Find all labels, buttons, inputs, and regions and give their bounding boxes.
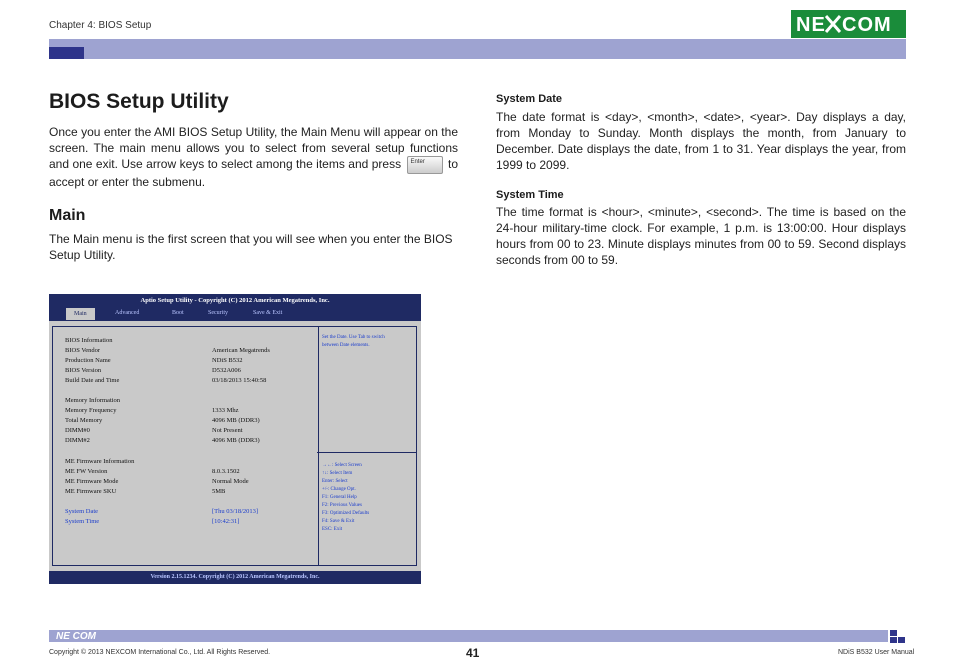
svg-text:COM: COM xyxy=(842,14,892,35)
bios-row-label: DIMM#2 xyxy=(65,437,90,444)
header-bar-tab xyxy=(49,47,84,59)
page-number: 41 xyxy=(466,646,480,660)
system-time-heading: System Time xyxy=(496,189,564,201)
bios-row-label: Memory Frequency xyxy=(65,407,117,414)
bios-footer-bar: Version 2.15.1234. Copyright (C) 2012 American Megatrends, Inc. xyxy=(49,571,421,584)
bios-row-label: ME Firmware Mode xyxy=(65,478,119,485)
bios-help-text: Set the Date. Use Tab to switch xyxy=(322,335,385,340)
bios-tab-security[interactable]: Security xyxy=(208,310,228,316)
intro-text-before: Once you enter the AMI BIOS Setup Utility, the Main Menu will appear on the screen. The main menu allows you to select from several setup functions and one exit. Use arrow keys to select among the items and press xyxy=(49,125,458,172)
bios-title-bar: Aptio Setup Utility - Copyright (C) 2012 American Megatrends, Inc. xyxy=(49,294,421,307)
bios-row-label: Production Name xyxy=(65,357,111,364)
main-paragraph: The Main menu is the first screen that you will see when you enter the BIOS Setup Utility. xyxy=(49,232,453,262)
system-time-paragraph: The time format is <hour>, <minute>, <second>. The time is based on the 24-hour military-time clock. For example, 1 p.m. is 13:00:00. Hour displays hours from 00 to 23. Minute displays minutes from 00 to 59. Second displays seconds from 00 to 59. xyxy=(496,205,906,267)
bios-menu-bar xyxy=(49,307,421,321)
system-date-heading: System Date xyxy=(496,93,563,105)
page-title: BIOS Setup Utility xyxy=(49,90,229,113)
main-heading: Main xyxy=(49,207,86,224)
bios-system-time-value[interactable]: [10:42:31] xyxy=(212,518,240,525)
bios-key-help: +/-: Change Opt. xyxy=(322,487,356,492)
bios-system-time-label[interactable]: System Time xyxy=(65,518,100,525)
bios-system-date-value[interactable]: [Thu 03/18/2013] xyxy=(212,508,259,515)
bios-row-label: ME FW Version xyxy=(65,468,108,475)
bios-system-date-label[interactable]: System Date xyxy=(65,508,99,515)
bios-info-panel xyxy=(52,326,319,566)
bios-row-label: Total Memory xyxy=(65,417,103,424)
bios-row-value: 4096 MB (DDR3) xyxy=(212,437,260,444)
bios-row-label: BIOS Version xyxy=(65,367,102,374)
footer-square xyxy=(890,630,897,636)
bios-row-value: NDiS B532 xyxy=(212,357,243,364)
bios-key-help: F2: Previous Values xyxy=(322,503,362,508)
system-date-paragraph: The date format is <day>, <month>, <date>, <year>. Day displays a day, from Monday to Sunday. Month displays the month, from January to December. Date displays the date, from 1 to 31. Year displays the year, from 1999 to 2099. xyxy=(496,110,906,172)
bios-row-label: ME Firmware SKU xyxy=(65,488,117,495)
bios-tab-boot[interactable]: Boot xyxy=(172,310,184,316)
bios-row-value: 5MB xyxy=(212,488,226,495)
bios-row-value: 4096 MB (DDR3) xyxy=(212,417,260,424)
bios-row-label: ME Firmware Information xyxy=(65,458,135,465)
bios-row-label: DIMM#0 xyxy=(65,427,90,434)
bios-row-label: BIOS Vendor xyxy=(65,347,101,354)
bios-row-value: 1333 Mhz xyxy=(212,407,239,414)
chapter-label: Chapter 4: BIOS Setup xyxy=(49,20,152,31)
manual-name: NDiS B532 User Manual xyxy=(838,649,915,656)
bios-row-value: D532A006 xyxy=(212,367,241,374)
bios-screenshot xyxy=(49,294,421,584)
svg-text:NE: NE xyxy=(796,14,826,35)
bios-help-text: between Date elements. xyxy=(322,343,370,348)
bios-key-help: ↑↓: Select Item xyxy=(322,471,353,476)
footer-logo: NE COM xyxy=(56,631,96,642)
bios-help-panel xyxy=(317,326,417,566)
bios-key-help: →←: Select Screen xyxy=(322,463,362,468)
bios-row-value: Not Present xyxy=(212,427,243,434)
bios-row-label: BIOS Information xyxy=(65,337,113,344)
footer-square xyxy=(890,637,897,643)
bios-tab-main[interactable]: Main xyxy=(66,308,95,320)
intro-paragraph xyxy=(49,124,458,190)
bios-key-help: ESC: Exit xyxy=(322,527,343,532)
nexcom-logo xyxy=(791,10,906,38)
bios-row-label: Memory Information xyxy=(65,397,121,404)
bios-row-value: 8.0.3.1502 xyxy=(212,468,240,475)
copyright-text: Copyright © 2013 NEXCOM International Co., Ltd. All Rights Reserved. xyxy=(49,649,271,656)
bios-key-help: F4: Save & Exit xyxy=(322,519,355,524)
footer-bar xyxy=(49,630,888,642)
footer-square xyxy=(898,637,905,643)
bios-tab-advanced[interactable]: Advanced xyxy=(115,310,140,316)
bios-row-value: 03/18/2013 15:40:58 xyxy=(212,377,267,384)
enter-key-icon: Enter xyxy=(407,156,443,174)
bios-key-help: Enter: Select xyxy=(322,479,348,484)
bios-row-value: Normal Mode xyxy=(212,478,249,485)
bios-tab-save-exit[interactable]: Save & Exit xyxy=(253,310,283,316)
intro-text-after: to accept or enter the submenu. xyxy=(49,157,459,189)
bios-row-label: Build Date and Time xyxy=(65,377,120,384)
bios-help-divider xyxy=(317,452,416,453)
header-bar xyxy=(49,39,906,59)
bios-key-help: F1: General Help xyxy=(322,495,357,500)
bios-key-help: F3: Optimized Defaults xyxy=(322,511,370,516)
bios-row-value: American Megatrends xyxy=(212,347,270,354)
